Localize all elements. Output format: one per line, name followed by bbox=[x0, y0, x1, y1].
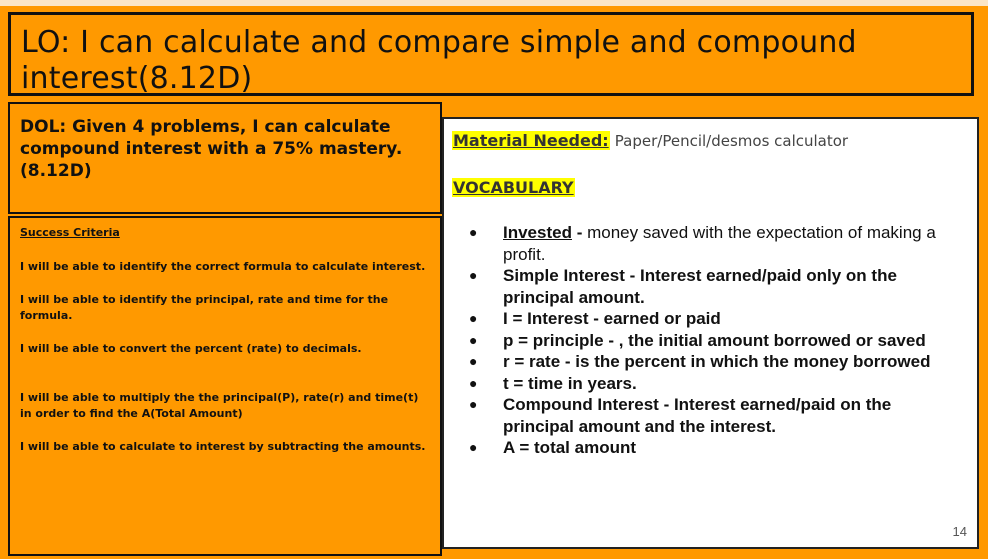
success-criteria-item: I will be able to convert the percent (rate) to decimals. bbox=[20, 342, 362, 355]
vocab-definition: money saved with the expectation of making a profit. bbox=[503, 223, 936, 264]
vocab-definition: , the initial amount borrowed or saved bbox=[618, 330, 926, 350]
vocabulary-item bbox=[452, 394, 969, 437]
vocab-sep: - bbox=[588, 309, 604, 328]
vocabulary-list bbox=[452, 222, 969, 459]
vocab-term: Simple Interest bbox=[503, 266, 625, 285]
learning-objective-text: LO: I can calculate and compare simple and compound interest(8.12D) bbox=[21, 25, 857, 96]
material-needed bbox=[452, 131, 969, 150]
dol-text: DOL: Given 4 problems, I can calculate compound interest with a 75% mastery. (8.12D) bbox=[20, 117, 403, 181]
success-criteria-item: I will be able to multiply the the principal(P), rate(r) and time(t) in order to find the A(Total Amount) bbox=[20, 391, 419, 420]
vocab-definition: earned or paid bbox=[603, 309, 721, 328]
vocab-term: p = principle bbox=[503, 330, 604, 350]
success-criteria-title: Success Criteria bbox=[20, 226, 120, 239]
vocab-term: Invested bbox=[503, 223, 572, 242]
vocabulary-panel bbox=[442, 117, 979, 549]
success-criteria-item: I will be able to identify the principal, rate and time for the formula. bbox=[20, 293, 389, 322]
bullet-icon: ● bbox=[469, 439, 478, 455]
vocabulary-heading: VOCABULARY bbox=[453, 178, 574, 197]
vocabulary-item bbox=[452, 437, 969, 459]
vocabulary-item bbox=[452, 373, 969, 395]
learning-objective-box bbox=[8, 12, 974, 96]
vocab-term: I = Interest bbox=[503, 309, 589, 328]
bullet-icon: ● bbox=[469, 353, 478, 369]
success-criteria-item: I will be able to calculate to interest by subtracting the amounts. bbox=[20, 440, 426, 453]
vocab-definition: Interest earned/paid on the principal amount and the interest. bbox=[503, 395, 892, 436]
vocabulary-item bbox=[452, 222, 969, 265]
bullet-icon: ● bbox=[469, 331, 478, 348]
vocab-sep: - bbox=[658, 395, 674, 414]
bullet-icon: ● bbox=[469, 267, 478, 283]
vocabulary-item bbox=[452, 330, 969, 352]
bullet-icon: ● bbox=[469, 310, 478, 326]
material-label: Material Needed: bbox=[453, 131, 609, 150]
material-value: Paper/Pencil/desmos calculator bbox=[614, 132, 849, 150]
top-strip bbox=[0, 0, 988, 6]
vocab-term: t = time in years. bbox=[503, 373, 637, 393]
dol-box bbox=[8, 102, 442, 214]
vocabulary-item bbox=[452, 351, 969, 373]
vocab-term: Compound Interest bbox=[503, 395, 659, 414]
bullet-icon: ● bbox=[469, 396, 478, 412]
vocab-sep: - bbox=[571, 223, 588, 242]
vocab-sep: - bbox=[603, 330, 619, 350]
vocab-sep: - bbox=[560, 352, 576, 371]
vocab-definition: Interest earned/paid only on the principal amount. bbox=[503, 266, 897, 307]
vocabulary-heading-row bbox=[452, 178, 969, 197]
vocab-definition: is the percent in which the money borrowed bbox=[575, 352, 931, 371]
page-number: 14 bbox=[952, 524, 967, 539]
vocab-term: r = rate bbox=[503, 352, 561, 371]
bullet-icon: ● bbox=[469, 224, 478, 240]
vocabulary-item bbox=[452, 265, 969, 308]
success-criteria-box bbox=[8, 216, 442, 556]
vocab-term: A = total amount bbox=[503, 438, 637, 457]
vocabulary-item bbox=[452, 308, 969, 330]
bullet-icon: ● bbox=[469, 374, 478, 391]
vocab-sep: - bbox=[624, 266, 640, 285]
success-criteria-item: I will be able to identify the correct formula to calculate interest. bbox=[20, 260, 426, 273]
